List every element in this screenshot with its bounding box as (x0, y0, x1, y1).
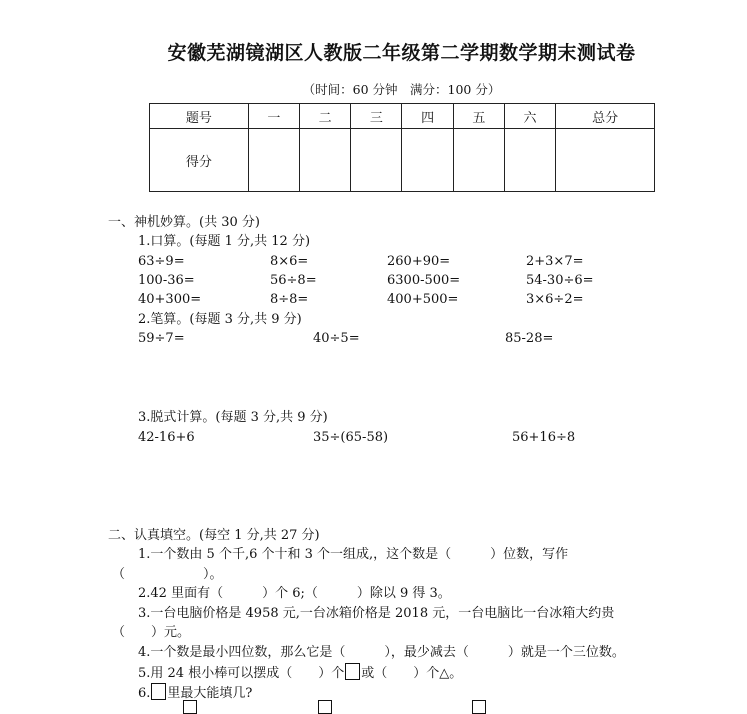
score-cell[interactable] (556, 129, 655, 192)
oral-problem: 2+3×7= (526, 254, 584, 269)
oral-problem: 100-36= (138, 273, 195, 288)
score-header: 题号 (150, 104, 249, 129)
question-3-answer-line: （ ）元。 (112, 625, 191, 640)
section2-heading: 二、认真填空。(每空 1 分,共 27 分) (108, 528, 320, 543)
part1-heading: 1.口算。(每题 1 分,共 12 分) (138, 234, 311, 249)
score-cell[interactable] (453, 129, 504, 192)
score-header: 二 (300, 104, 351, 129)
score-header: 六 (504, 104, 555, 129)
blank-box-icon (151, 683, 166, 700)
question-5 (138, 663, 462, 682)
part2-heading: 2.笔算。(每题 3 分,共 9 分) (138, 312, 302, 327)
score-header: 一 (248, 104, 299, 129)
part3-heading: 3.脱式计算。(每题 3 分,共 9 分) (138, 410, 328, 425)
oral-problem: 63÷9= (138, 254, 185, 269)
square-shape-icon (345, 663, 360, 680)
question-4: 4.一个数是最小四位数，那么它是（ ），最少减去（ ）就是一个三位数。 (138, 645, 625, 660)
score-cell[interactable] (300, 129, 351, 192)
score-cell[interactable] (402, 129, 453, 192)
oral-problem: 54-30÷6= (526, 273, 594, 288)
blank-box-icon (183, 700, 197, 714)
step-problem: 56+16÷8 (512, 430, 576, 445)
question-1: 1.一个数由 5 个千,6 个十和 3 个一组成,，这个数是（ ）位数，写作 (138, 547, 569, 562)
oral-problem: 6300-500= (387, 273, 461, 288)
score-cell[interactable] (248, 129, 299, 192)
score-row-label: 得分 (150, 129, 249, 192)
score-cell[interactable] (351, 129, 402, 192)
question-5-text-a: 5.用 24 根小棒可以摆成（ ）个 (138, 666, 345, 681)
blank-box-icon (472, 700, 486, 714)
section1-heading: 一、神机妙算。(共 30 分) (108, 215, 260, 230)
blank-box-icon (318, 700, 332, 714)
oral-problem: 40+300= (138, 292, 202, 307)
exam-subtitle: （时间：60 分钟 满分：100 分） (302, 82, 501, 97)
step-problem: 42-16+6 (138, 430, 195, 445)
question-1-answer-line: （ ）。 (112, 567, 223, 582)
oral-problem: 400+500= (387, 292, 459, 307)
oral-problem: 8×6= (270, 254, 309, 269)
step-problem: 35÷(65-58) (313, 430, 389, 445)
score-table (149, 103, 655, 192)
question-5-text-b: 或（ ）个△。 (361, 666, 463, 681)
score-header: 三 (351, 104, 402, 129)
score-header: 五 (453, 104, 504, 129)
score-header: 四 (402, 104, 453, 129)
oral-problem: 3×6÷2= (526, 292, 584, 307)
written-problem: 85-28= (505, 331, 554, 346)
question-3: 3.一台电脑价格是 4958 元,一台冰箱价格是 2018 元，一台电脑比一台冰箱大约贵 (138, 606, 615, 621)
written-problem: 59÷7= (138, 331, 185, 346)
written-problem: 40÷5= (313, 331, 360, 346)
score-header: 总分 (556, 104, 655, 129)
exam-title: 安徽芜湖镜湖区人教版二年级第二学期数学期末测试卷 (167, 42, 636, 64)
question-6-number: 6. (138, 686, 151, 701)
oral-problem: 8÷8= (270, 292, 309, 307)
question-6-text: 里最大能填几? (167, 686, 253, 701)
oral-problem: 260+90= (387, 254, 451, 269)
score-cell[interactable] (504, 129, 555, 192)
oral-problem: 56÷8= (270, 273, 317, 288)
question-2: 2.42 里面有（ ）个 6;（ ）除以 9 得 3。 (138, 586, 451, 601)
